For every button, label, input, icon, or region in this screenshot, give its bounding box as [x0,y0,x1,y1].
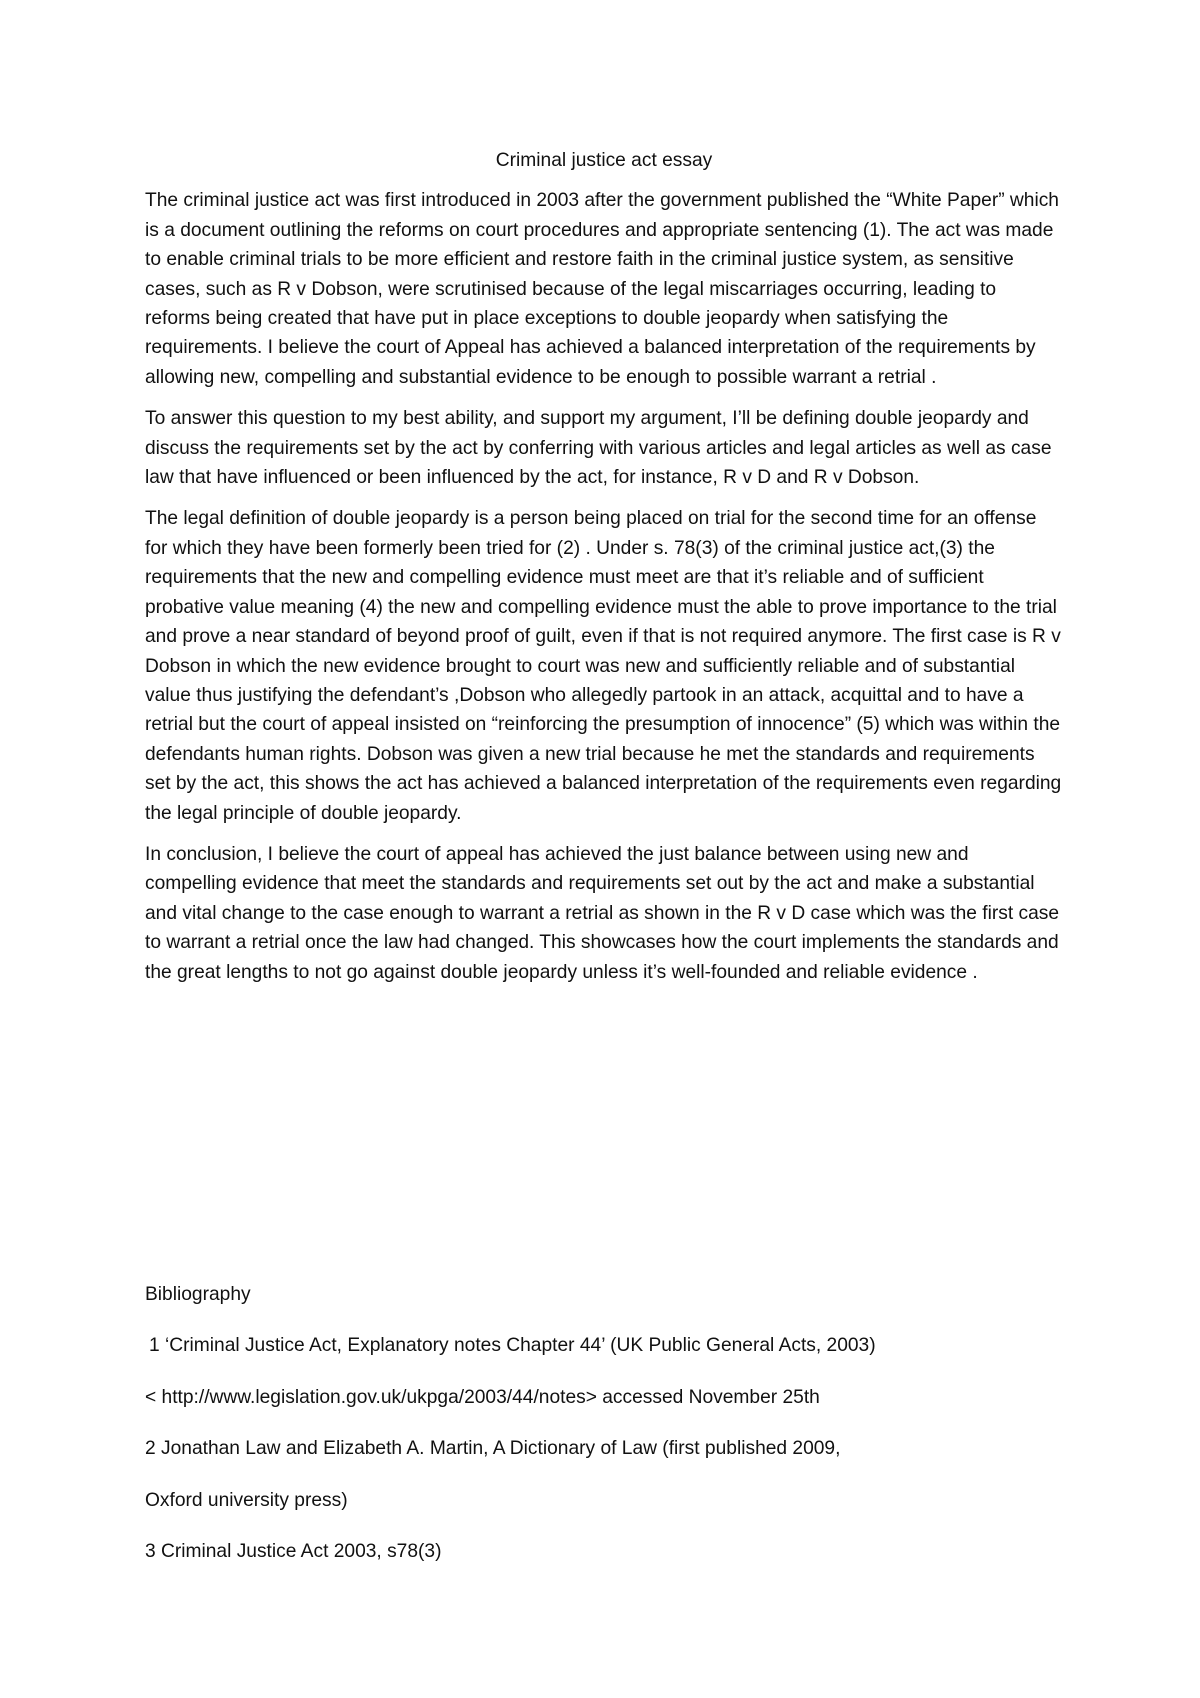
bibliography-heading: Bibliography [145,1284,251,1305]
bibliography-entry-2-publisher: Oxford university press) [145,1489,348,1511]
bibliography-entry-1: 1 ‘Criminal Justice Act, Explanatory notes Chapter 44’ (UK Public General Acts, 2003) [149,1335,876,1357]
bibliography-section [145,1280,1063,1588]
bibliography-entry-1-url: < http://www.legislation.gov.uk/ukpga/2003/44/notes> accessed November 25th [145,1386,820,1408]
paragraph-approach: To answer this question to my best ability, and support my argument, I’ll be defining double jeopardy and discuss the requirements set by the act by conferring with various articles and legal articles as well as case law that have influenced or been influenced by the act, for instance, R v D and R v Dobson. [145,408,1052,489]
essay-body [145,146,1063,999]
paragraph-introduction: The criminal justice act was first introduced in 2003 after the government published the “White Paper” which is a document outlining the reforms on court procedures and appropriate sentencing (1). The act was made to enable criminal trials to be more efficient and restore faith in the criminal justice system, as sensitive cases, such as R v Dobson, were scrutinised because of the legal miscarriages occurring, leading to reforms being created that have put in place exceptions to double jeopardy when satisfying the requirements. I believe the court of Appeal has achieved a balanced interpretation of the requirements by allowing new, compelling and substantial evidence to be enough to possible warrant a retrial . [145,190,1059,388]
paragraph-conclusion: In conclusion, I believe the court of appeal has achieved the just balance between using new and compelling evidence that meet the standards and requirements set out by the act and make a substantial and vital change to the case enough to warrant a retrial as shown in the R v D case which was the first case to warrant a retrial once the law had changed. This showcases how the court implements the standards and the great lengths to not go against double jeopardy unless it’s well-founded and reliable evidence . [145,843,1060,983]
essay-title: Criminal justice act essay [495,150,713,171]
bibliography-entry-2: 2 Jonathan Law and Elizabeth A. Martin, A Dictionary of Law (first published 2009, [145,1438,841,1460]
bibliography-entry-3: 3 Criminal Justice Act 2003, s78(3) [145,1541,442,1563]
paragraph-definition: The legal definition of double jeopardy is a person being placed on trial for the second time for an offense for which they have been formerly been tried for (2) . Under s. 78(3) of the criminal justice act,(3) the requirements that the new and compelling evidence must meet are that it’s reliable and of sufficient probative value meaning (4) the new and compelling evidence must the able to prove importance to the trial and prove a near standard of beyond proof of guilt, even if that is not required anymore. The first case is R v Dobson in which the new evidence brought to court was new and sufficiently reliable and of substantial value thus justifying the defendant’s ,Dobson who allegedly partook in an attack, acquittal and to have a retrial but the court of appeal insisted on “reinforcing the presumption of innocence” (5) which was within the defendants human rights. Dobson was given a new trial because he met the standards and requirements set by the act, this shows the act has achieved a balanced interpretation of the requirements even regarding the legal principle of double jeopardy. [145,508,1062,824]
